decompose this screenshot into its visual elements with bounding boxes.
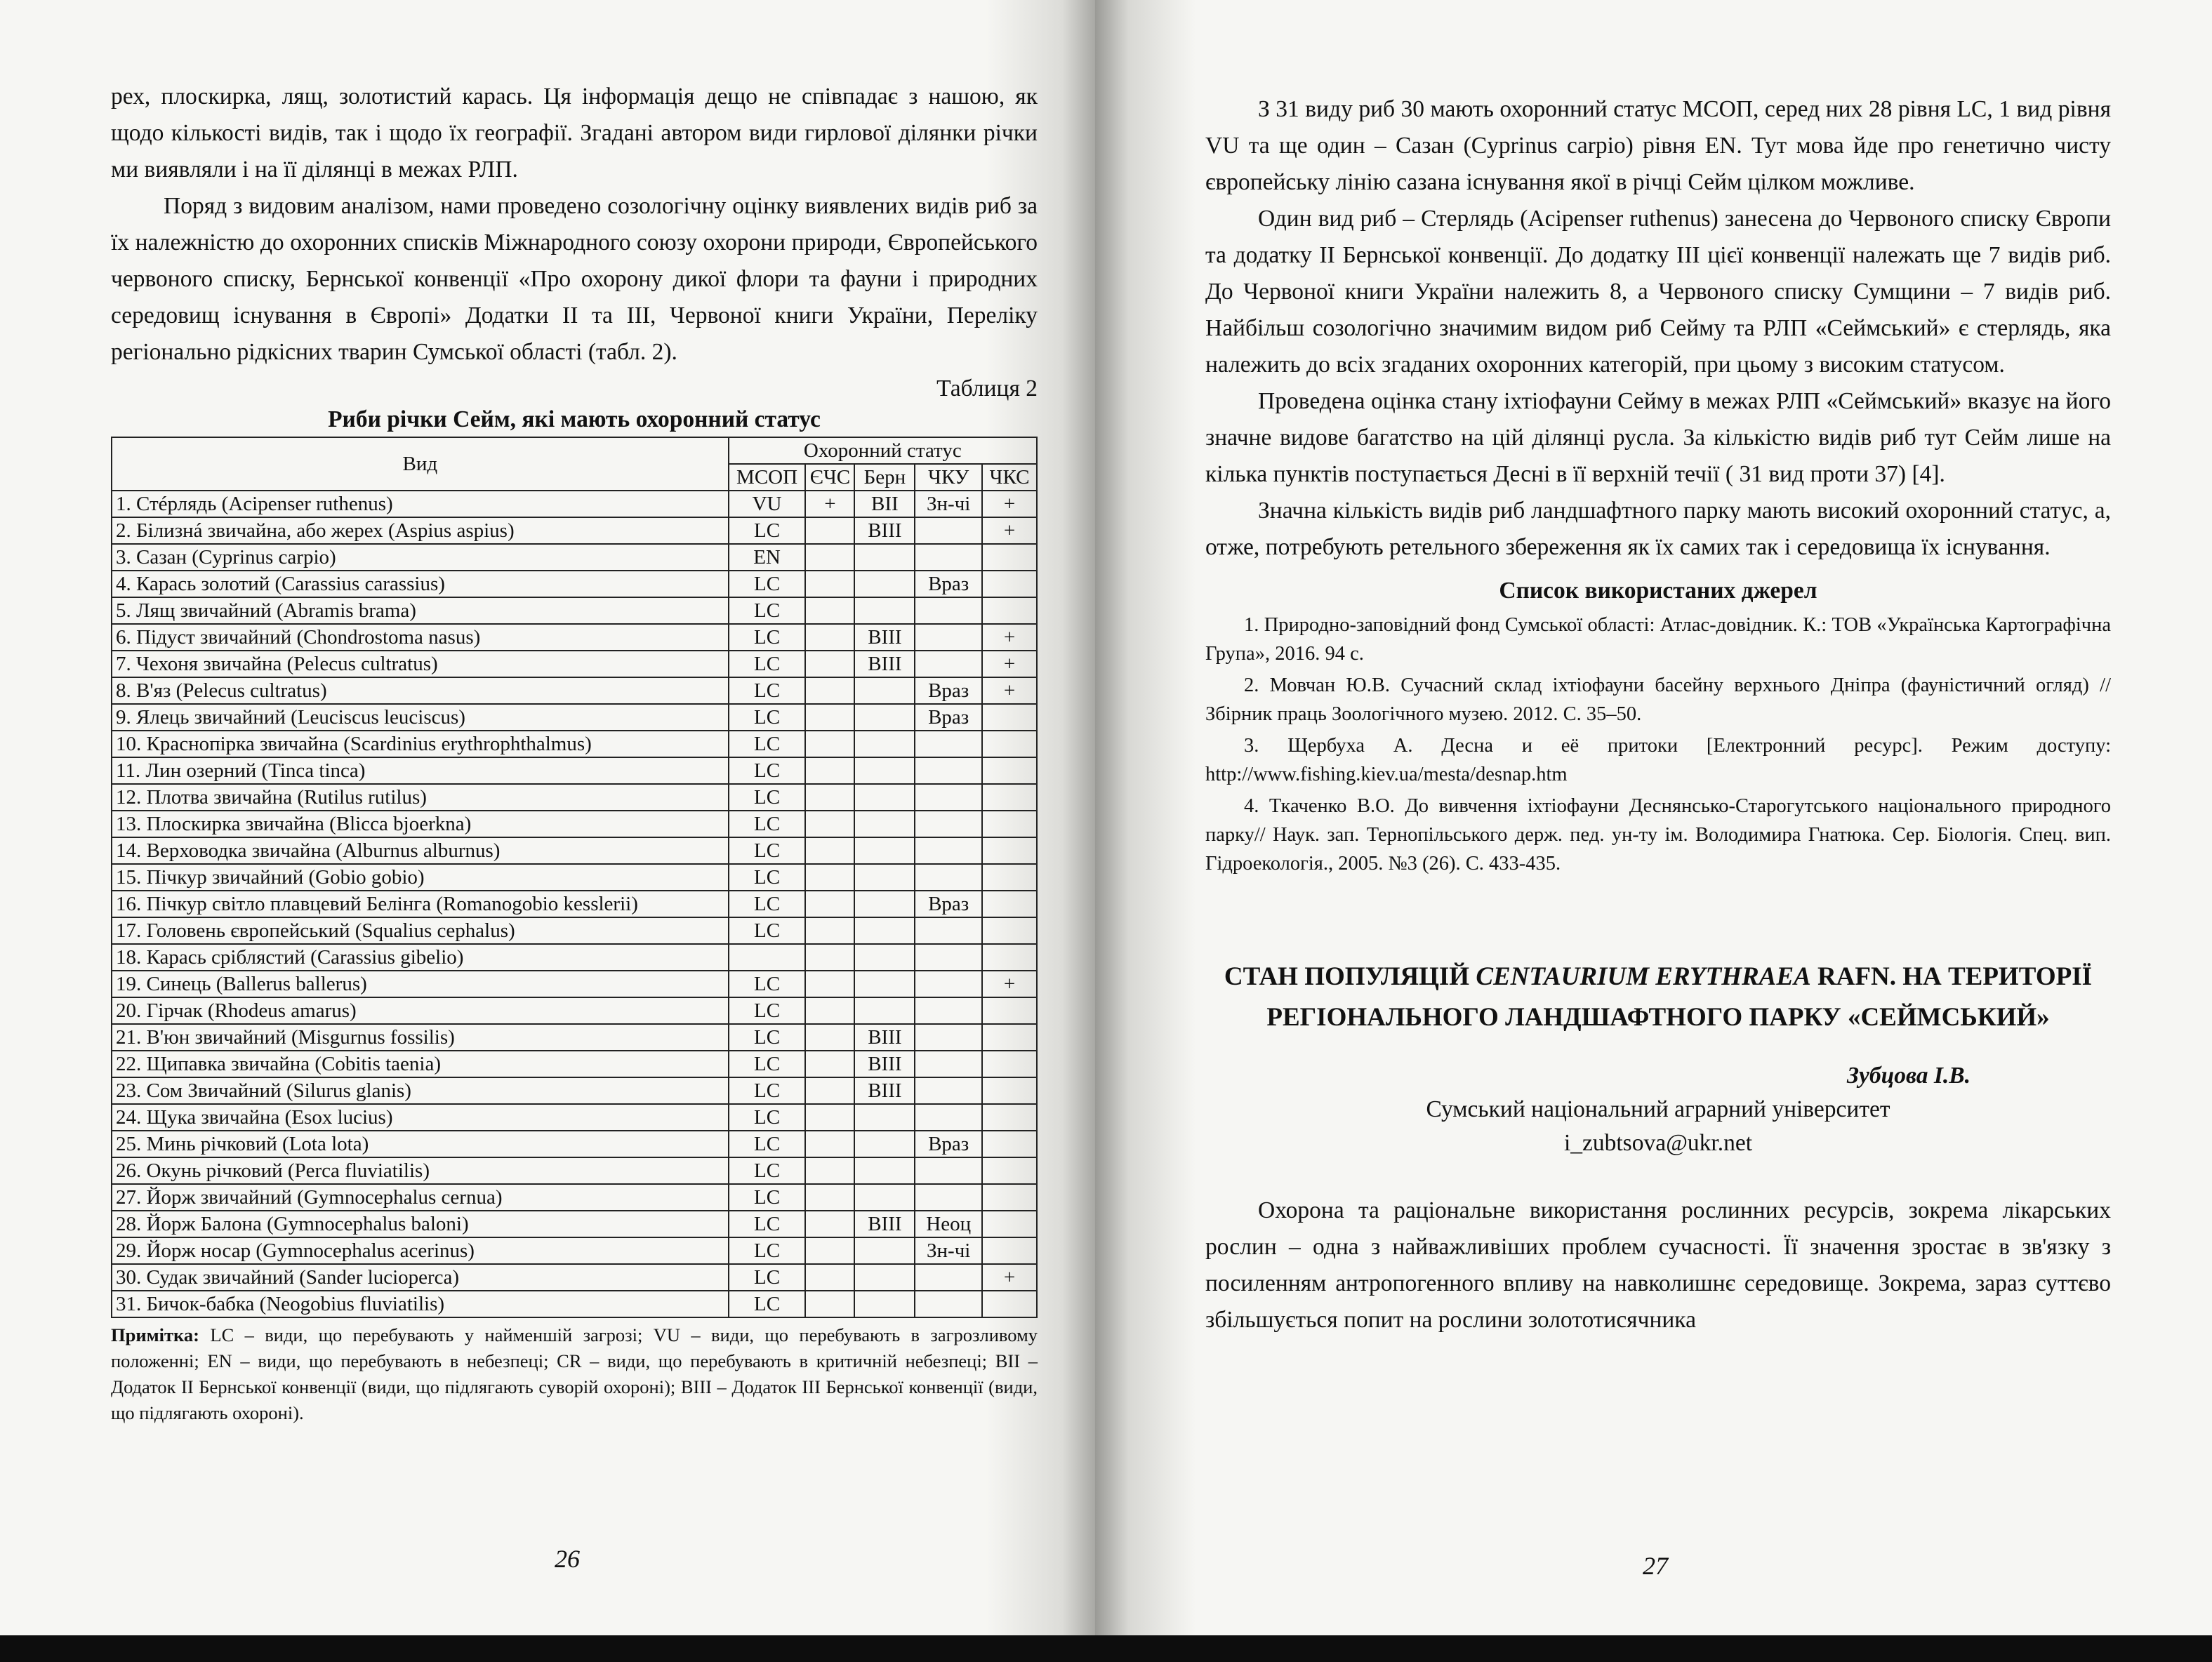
table-row	[112, 1024, 1037, 1051]
status-cell	[805, 784, 854, 811]
species-cell: 18. Карась сріблястий (Carassius gibelio)	[112, 944, 729, 971]
status-cell	[805, 1051, 854, 1077]
table-row	[112, 757, 1037, 784]
status-cell	[805, 1131, 854, 1157]
status-cell	[982, 1211, 1037, 1237]
status-cell	[854, 571, 915, 597]
species-cell: 7. Чехоня звичайна (Pelecus cultratus)	[112, 651, 729, 677]
status-cell: Зн-чі	[915, 491, 982, 517]
species-cell: 6. Підуст звичайний (Chondrostoma nasus)	[112, 624, 729, 651]
status-cell: +	[982, 677, 1037, 704]
status-cell	[805, 571, 854, 597]
status-cell: BIII	[854, 651, 915, 677]
status-cell	[915, 517, 982, 544]
right-paragraph-4: Значна кількість видів риб ландшафтного парку мають високий охоронний статус, а, отже, потребують ретельного збереження як їх самих так і середовища їх існування.	[1205, 498, 2111, 560]
table-row	[112, 864, 1037, 891]
status-cell	[982, 944, 1037, 971]
left-paragraph-2: Поряд з видовим аналізом, нами проведено созологічну оцінку виявлених видів риб за їх належністю до охоронних списків Міжнародного союзу охорони природи, Європейського червоного списку, Бернської конвенції «Про охорону дикої флори та фауни і природних середовищ існування в Європі» Додатки II та III, Червоної книги України, Переліку регіонально рідкісних тварин Сумської області (табл. 2).	[111, 193, 1038, 365]
status-cell	[805, 917, 854, 944]
status-cell	[805, 731, 854, 757]
status-cell	[915, 864, 982, 891]
species-cell: 15. Пічкур звичайний (Gobio gobio)	[112, 864, 729, 891]
status-cell	[982, 784, 1037, 811]
status-cell: LC	[729, 837, 806, 864]
status-cell	[854, 1104, 915, 1131]
table-title: Риби річки Сейм, які мають охоронний статус	[328, 406, 821, 432]
status-cell	[915, 784, 982, 811]
article-title-part-2: RAFN. НА ТЕРИТОРІЇ	[1810, 962, 2093, 991]
status-cell	[805, 677, 854, 704]
status-cell	[982, 704, 1037, 731]
status-cell	[915, 971, 982, 997]
status-cell: BIII	[854, 1024, 915, 1051]
status-cell: BIII	[854, 1211, 915, 1237]
status-cell: +	[982, 651, 1037, 677]
table-row	[112, 597, 1037, 624]
status-cell: LC	[729, 1237, 806, 1264]
status-cell	[982, 891, 1037, 917]
status-cell	[854, 971, 915, 997]
header-status: Охоронний статус	[729, 437, 1037, 464]
article-title	[1205, 957, 2111, 1038]
species-cell: 24. Щука звичайна (Esox lucius)	[112, 1104, 729, 1131]
article-email: i_zubtsova@ukr.net	[1563, 1130, 1753, 1156]
references-title: Список використаних джерел	[1499, 578, 1817, 604]
status-cell: LC	[729, 651, 806, 677]
status-cell: LC	[729, 784, 806, 811]
status-cell: LC	[729, 891, 806, 917]
status-cell: LC	[729, 1157, 806, 1184]
left-page	[0, 0, 1095, 1635]
status-cell	[805, 944, 854, 971]
status-cell	[805, 704, 854, 731]
status-cell: Неоц	[915, 1211, 982, 1237]
status-cell	[854, 1237, 915, 1264]
status-cell	[915, 811, 982, 837]
page-number-right: 27	[1643, 1552, 1668, 1580]
status-cell	[805, 517, 854, 544]
left-page-content	[111, 79, 1038, 1426]
status-cell: VU	[729, 491, 806, 517]
species-cell: 28. Йорж Балона (Gymnocephalus baloni)	[112, 1211, 729, 1237]
status-cell: LC	[729, 1051, 806, 1077]
status-cell: BIII	[854, 1077, 915, 1104]
header-bern: Берн	[854, 464, 915, 491]
table-note	[111, 1322, 1038, 1426]
note-text: LC – види, що перебувають у найменшій загрозі; VU – види, що перебувають в загрозливому положенні; EN – види, що перебувають в небезпеці; CR – види, що перебувають в критичній небезпеці; BII – Додаток II Бернської конвенції (види, що підлягають суворій охороні); BIII – Додаток III Бернської конвенції (види, що підлягають охороні).	[111, 1324, 1038, 1423]
status-cell	[854, 1184, 915, 1211]
table-row	[112, 997, 1037, 1024]
status-cell: LC	[729, 757, 806, 784]
status-cell	[854, 891, 915, 917]
table-row	[112, 1077, 1037, 1104]
status-cell	[854, 811, 915, 837]
left-paragraph-1: рех, плоскирка, лящ, золотистий карась. Ця інформація дещо не співпадає з нашою, як щодо кількості видів, так і щодо їх географії. Згадані автором види гирлової ділянки річки ми виявляли і на її ділянці в межах РЛП.	[111, 84, 1038, 182]
status-cell	[805, 1237, 854, 1264]
status-cell	[854, 597, 915, 624]
status-cell	[854, 784, 915, 811]
table-body	[112, 491, 1037, 1317]
status-cell: LC	[729, 517, 806, 544]
reference-item: 4. Ткаченко В.О. До вивчення іхтіофауни Деснянсько-Старогутського національного природного парку// Наук. зап. Тернопільського держ. пед. ун-ту ім. Володимира Гнатюка. Сер. Біологія. Спец. вип. Гідроекологія., 2005. №3 (26). С. 433-435.	[1205, 795, 2111, 875]
article-title-part-3: РЕГІОНАЛЬНОГО ЛАНДШАФТНОГО ПАРКУ «СЕЙМСЬКИЙ»	[1266, 1003, 2050, 1032]
table-row	[112, 1131, 1037, 1157]
species-cell: 29. Йорж носар (Gymnocephalus acerinus)	[112, 1237, 729, 1264]
status-cell	[982, 917, 1037, 944]
status-cell	[805, 1104, 854, 1131]
species-cell: 23. Сом Звичайний (Silurus glanis)	[112, 1077, 729, 1104]
status-cell	[915, 1104, 982, 1131]
article-author: Зубцова І.В.	[1846, 1063, 1971, 1089]
table-row	[112, 891, 1037, 917]
status-cell	[915, 544, 982, 571]
page-number-left: 26	[555, 1545, 580, 1573]
status-cell	[982, 731, 1037, 757]
status-cell	[982, 1104, 1037, 1131]
table-row	[112, 1184, 1037, 1211]
status-cell	[982, 837, 1037, 864]
table-row	[112, 811, 1037, 837]
status-cell	[805, 1211, 854, 1237]
status-cell	[805, 544, 854, 571]
status-cell	[854, 944, 915, 971]
status-cell	[982, 1131, 1037, 1157]
status-cell: LC	[729, 571, 806, 597]
right-paragraph-1: З 31 виду риб 30 мають охоронний статус МСОП, серед них 28 рівня LC, 1 вид рівня VU та ще один – Сазан (Cyprinus carpio) рівня EN. Тут мова йде про генетично чисту європейську лінію сазана існування якої в річці Сейм цілком можливе.	[1205, 96, 2111, 195]
status-cell: EN	[729, 544, 806, 571]
status-cell: LC	[729, 917, 806, 944]
table-row	[112, 1157, 1037, 1184]
status-cell	[982, 811, 1037, 837]
species-cell: 21. В'юн звичайний (Misgurnus fossilis)	[112, 1024, 729, 1051]
status-cell	[805, 1077, 854, 1104]
status-cell: LC	[729, 1264, 806, 1291]
header-rbu: ЧКУ	[915, 464, 982, 491]
article-title-part-1: СТАН ПОПУЛЯЦІЙ	[1224, 962, 1476, 991]
table-row	[112, 1051, 1037, 1077]
status-cell	[982, 1051, 1037, 1077]
status-cell	[805, 811, 854, 837]
species-cell: 8. В'яз (Pelecus cultratus)	[112, 677, 729, 704]
status-cell	[854, 757, 915, 784]
status-cell	[805, 891, 854, 917]
status-cell	[805, 597, 854, 624]
species-cell: 27. Йорж звичайний (Gymnocephalus cernua)	[112, 1184, 729, 1211]
status-cell	[805, 651, 854, 677]
status-cell	[915, 997, 982, 1024]
fish-status-table	[111, 437, 1038, 1318]
status-cell: LC	[729, 1131, 806, 1157]
species-cell: 1. Стéрлядь (Acipenser ruthenus)	[112, 491, 729, 517]
status-cell: LC	[729, 1184, 806, 1211]
right-paragraph-2: Один вид риб – Стерлядь (Acipenser ruthenus) занесена до Червоного списку Європи та додатку II Бернської конвенції. До додатку III цієї конвенції належать ще 7 видів риб. До Червоної книги України належить 8, а Червоного списку Сумщини – 7 видів риб. Найбільш созологічно значимим видом риб Сейму та РЛП «Сеймський» є стерлядь, яка належить до всіх згаданих охоронних категорій, при цьому з високим статусом.	[1205, 206, 2111, 378]
status-cell	[854, 1291, 915, 1317]
status-cell: Враз	[915, 571, 982, 597]
status-cell	[915, 1291, 982, 1317]
species-cell: 26. Окунь річковий (Perca fluviatilis)	[112, 1157, 729, 1184]
status-cell: LC	[729, 1104, 806, 1131]
table-row	[112, 1237, 1037, 1264]
status-cell	[982, 1184, 1037, 1211]
status-cell	[915, 1051, 982, 1077]
status-cell	[915, 837, 982, 864]
table-row	[112, 731, 1037, 757]
status-cell: LC	[729, 1024, 806, 1051]
status-cell: BIII	[854, 1051, 915, 1077]
status-cell	[805, 971, 854, 997]
table-row	[112, 1211, 1037, 1237]
status-cell	[915, 624, 982, 651]
header-iucn: МСОП	[729, 464, 806, 491]
table-row	[112, 624, 1037, 651]
table-row	[112, 571, 1037, 597]
status-cell	[805, 864, 854, 891]
status-cell	[805, 624, 854, 651]
header-ers: ЄЧС	[805, 464, 854, 491]
status-cell: Враз	[915, 1131, 982, 1157]
status-cell: LC	[729, 597, 806, 624]
species-cell: 12. Плотва звичайна (Rutilus rutilus)	[112, 784, 729, 811]
status-cell: LC	[729, 1291, 806, 1317]
right-paragraph-3: Проведена оцінка стану іхтіофауни Сейму в межах РЛП «Сеймський» вказує на його значне видове багатство на цій ділянці русла. За кількістю видів риб тут Сейм лише на кілька пунктів поступається Десні в її верхній течії ( 31 вид проти 37) [4].	[1205, 388, 2111, 487]
status-cell	[805, 1184, 854, 1211]
status-cell	[805, 1264, 854, 1291]
status-cell	[982, 597, 1037, 624]
species-cell: 5. Лящ звичайний (Abramis brama)	[112, 597, 729, 624]
status-cell	[854, 1131, 915, 1157]
status-cell: +	[982, 624, 1037, 651]
table-row	[112, 784, 1037, 811]
status-cell	[982, 571, 1037, 597]
status-cell	[915, 1264, 982, 1291]
status-cell	[729, 944, 806, 971]
species-cell: 20. Гірчак (Rhodeus amarus)	[112, 997, 729, 1024]
species-cell: 22. Щипавка звичайна (Cobitis taenia)	[112, 1051, 729, 1077]
status-cell	[982, 544, 1037, 571]
status-cell: LC	[729, 624, 806, 651]
species-cell: 30. Судак звичайний (Sander lucioperca)	[112, 1264, 729, 1291]
status-cell	[854, 731, 915, 757]
header-rbs: ЧКС	[982, 464, 1037, 491]
status-cell: Враз	[915, 704, 982, 731]
reference-item: 1. Природно-заповідний фонд Сумської області: Атлас-довідник. К.: ТОВ «Українська Картографічна Група», 2016. 94 с.	[1205, 614, 2111, 665]
species-cell: 2. Білизнá звичайна, або жерех (Aspius aspius)	[112, 517, 729, 544]
status-cell: +	[982, 971, 1037, 997]
status-cell: LC	[729, 731, 806, 757]
table-row	[112, 944, 1037, 971]
status-cell	[854, 544, 915, 571]
status-cell: LC	[729, 811, 806, 837]
status-cell: LC	[729, 997, 806, 1024]
status-cell	[854, 1157, 915, 1184]
status-cell	[915, 944, 982, 971]
table-row	[112, 1104, 1037, 1131]
article-title-species: CENTAURIUM ERYTHRAEA	[1476, 962, 1811, 991]
status-cell	[805, 1157, 854, 1184]
table-row	[112, 517, 1037, 544]
status-cell	[915, 651, 982, 677]
status-cell	[915, 1157, 982, 1184]
status-cell: LC	[729, 1211, 806, 1237]
table-row	[112, 491, 1037, 517]
status-cell	[854, 1264, 915, 1291]
species-cell: 17. Головень європейський (Squalius cephalus)	[112, 917, 729, 944]
article-paragraph: Охорона та раціональне використання рослинних ресурсів, зокрема лікарських рослин – одна з найважливіших проблем сучасності. Її значення зростає в зв'язку з посиленням антропогенного впливу на навколишнє середовище. Зокрема, зараз суттєво збільшується попит на рослини золототисячника	[1205, 1197, 2111, 1333]
status-cell: Враз	[915, 677, 982, 704]
reference-item: 3. Щербуха А. Десна и её притоки [Електронний ресурс]. Режим доступу: http://www.fishing.kiev.ua/mesta/desnap.htm	[1205, 735, 2111, 785]
status-cell	[854, 864, 915, 891]
species-cell: 25. Минь річковий (Lota lota)	[112, 1131, 729, 1157]
table-header-row-1	[112, 437, 1037, 464]
status-cell	[982, 1077, 1037, 1104]
article-affiliation: Сумський національний аграрний університет	[1426, 1096, 1890, 1122]
status-cell: Зн-чі	[915, 1237, 982, 1264]
status-cell: BIII	[854, 517, 915, 544]
table-row	[112, 704, 1037, 731]
status-cell: LC	[729, 864, 806, 891]
status-cell: Враз	[915, 891, 982, 917]
status-cell	[915, 917, 982, 944]
status-cell	[915, 597, 982, 624]
table-row	[112, 1291, 1037, 1317]
status-cell: LC	[729, 704, 806, 731]
status-cell	[982, 757, 1037, 784]
status-cell: LC	[729, 677, 806, 704]
status-cell	[805, 1024, 854, 1051]
status-cell: +	[982, 517, 1037, 544]
status-cell: +	[805, 491, 854, 517]
status-cell	[982, 1291, 1037, 1317]
status-cell	[854, 997, 915, 1024]
species-cell: 9. Ялець звичайний (Leuciscus leuciscus)	[112, 704, 729, 731]
species-cell: 31. Бичок-бабка (Neogobius fluviatilis)	[112, 1291, 729, 1317]
table-row	[112, 1264, 1037, 1291]
species-cell: 13. Плоскирка звичайна (Blicca bjoerkna)	[112, 811, 729, 837]
status-cell	[915, 731, 982, 757]
species-cell: 19. Синець (Ballerus ballerus)	[112, 971, 729, 997]
species-cell: 16. Пічкур світло плавцевий Белінга (Romanogobio kesslerii)	[112, 891, 729, 917]
status-cell	[982, 1237, 1037, 1264]
status-cell: LC	[729, 971, 806, 997]
status-cell: LC	[729, 1077, 806, 1104]
status-cell	[915, 757, 982, 784]
table-row	[112, 544, 1037, 571]
table-row	[112, 917, 1037, 944]
status-cell	[854, 917, 915, 944]
status-cell	[982, 1024, 1037, 1051]
scan-bottom-edge	[0, 1635, 2212, 1662]
status-cell	[805, 757, 854, 784]
status-cell	[982, 864, 1037, 891]
status-cell	[915, 1077, 982, 1104]
right-page-content	[1205, 91, 2111, 1338]
status-cell	[854, 677, 915, 704]
status-cell	[982, 997, 1037, 1024]
species-cell: 3. Сазан (Cyprinus carpio)	[112, 544, 729, 571]
species-cell: 4. Карась золотий (Carassius carassius)	[112, 571, 729, 597]
status-cell: BII	[854, 491, 915, 517]
status-cell	[915, 1024, 982, 1051]
status-cell: +	[982, 491, 1037, 517]
status-cell: BIII	[854, 624, 915, 651]
table-row	[112, 651, 1037, 677]
table-row	[112, 837, 1037, 864]
species-cell: 11. Лин озерний (Tinca tinca)	[112, 757, 729, 784]
status-cell	[854, 837, 915, 864]
status-cell	[805, 837, 854, 864]
species-cell: 10. Краснопірка звичайна (Scardinius erythrophthalmus)	[112, 731, 729, 757]
table-row	[112, 971, 1037, 997]
table-caption: Таблиця 2	[936, 375, 1038, 401]
note-label: Примітка:	[111, 1324, 199, 1345]
status-cell	[854, 704, 915, 731]
status-cell	[805, 997, 854, 1024]
status-cell	[915, 1184, 982, 1211]
header-species: Вид	[112, 437, 729, 491]
status-cell: +	[982, 1264, 1037, 1291]
status-cell	[982, 1157, 1037, 1184]
species-cell: 14. Верховодка звичайна (Alburnus alburnus)	[112, 837, 729, 864]
status-cell	[805, 1291, 854, 1317]
table-row	[112, 677, 1037, 704]
reference-item: 2. Мовчан Ю.В. Сучасний склад іхтіофауни басейну верхнього Дніпра (фауністичний огляд) // Збірник праць Зоологічного музею. 2012. С. 35–50.	[1205, 674, 2111, 725]
